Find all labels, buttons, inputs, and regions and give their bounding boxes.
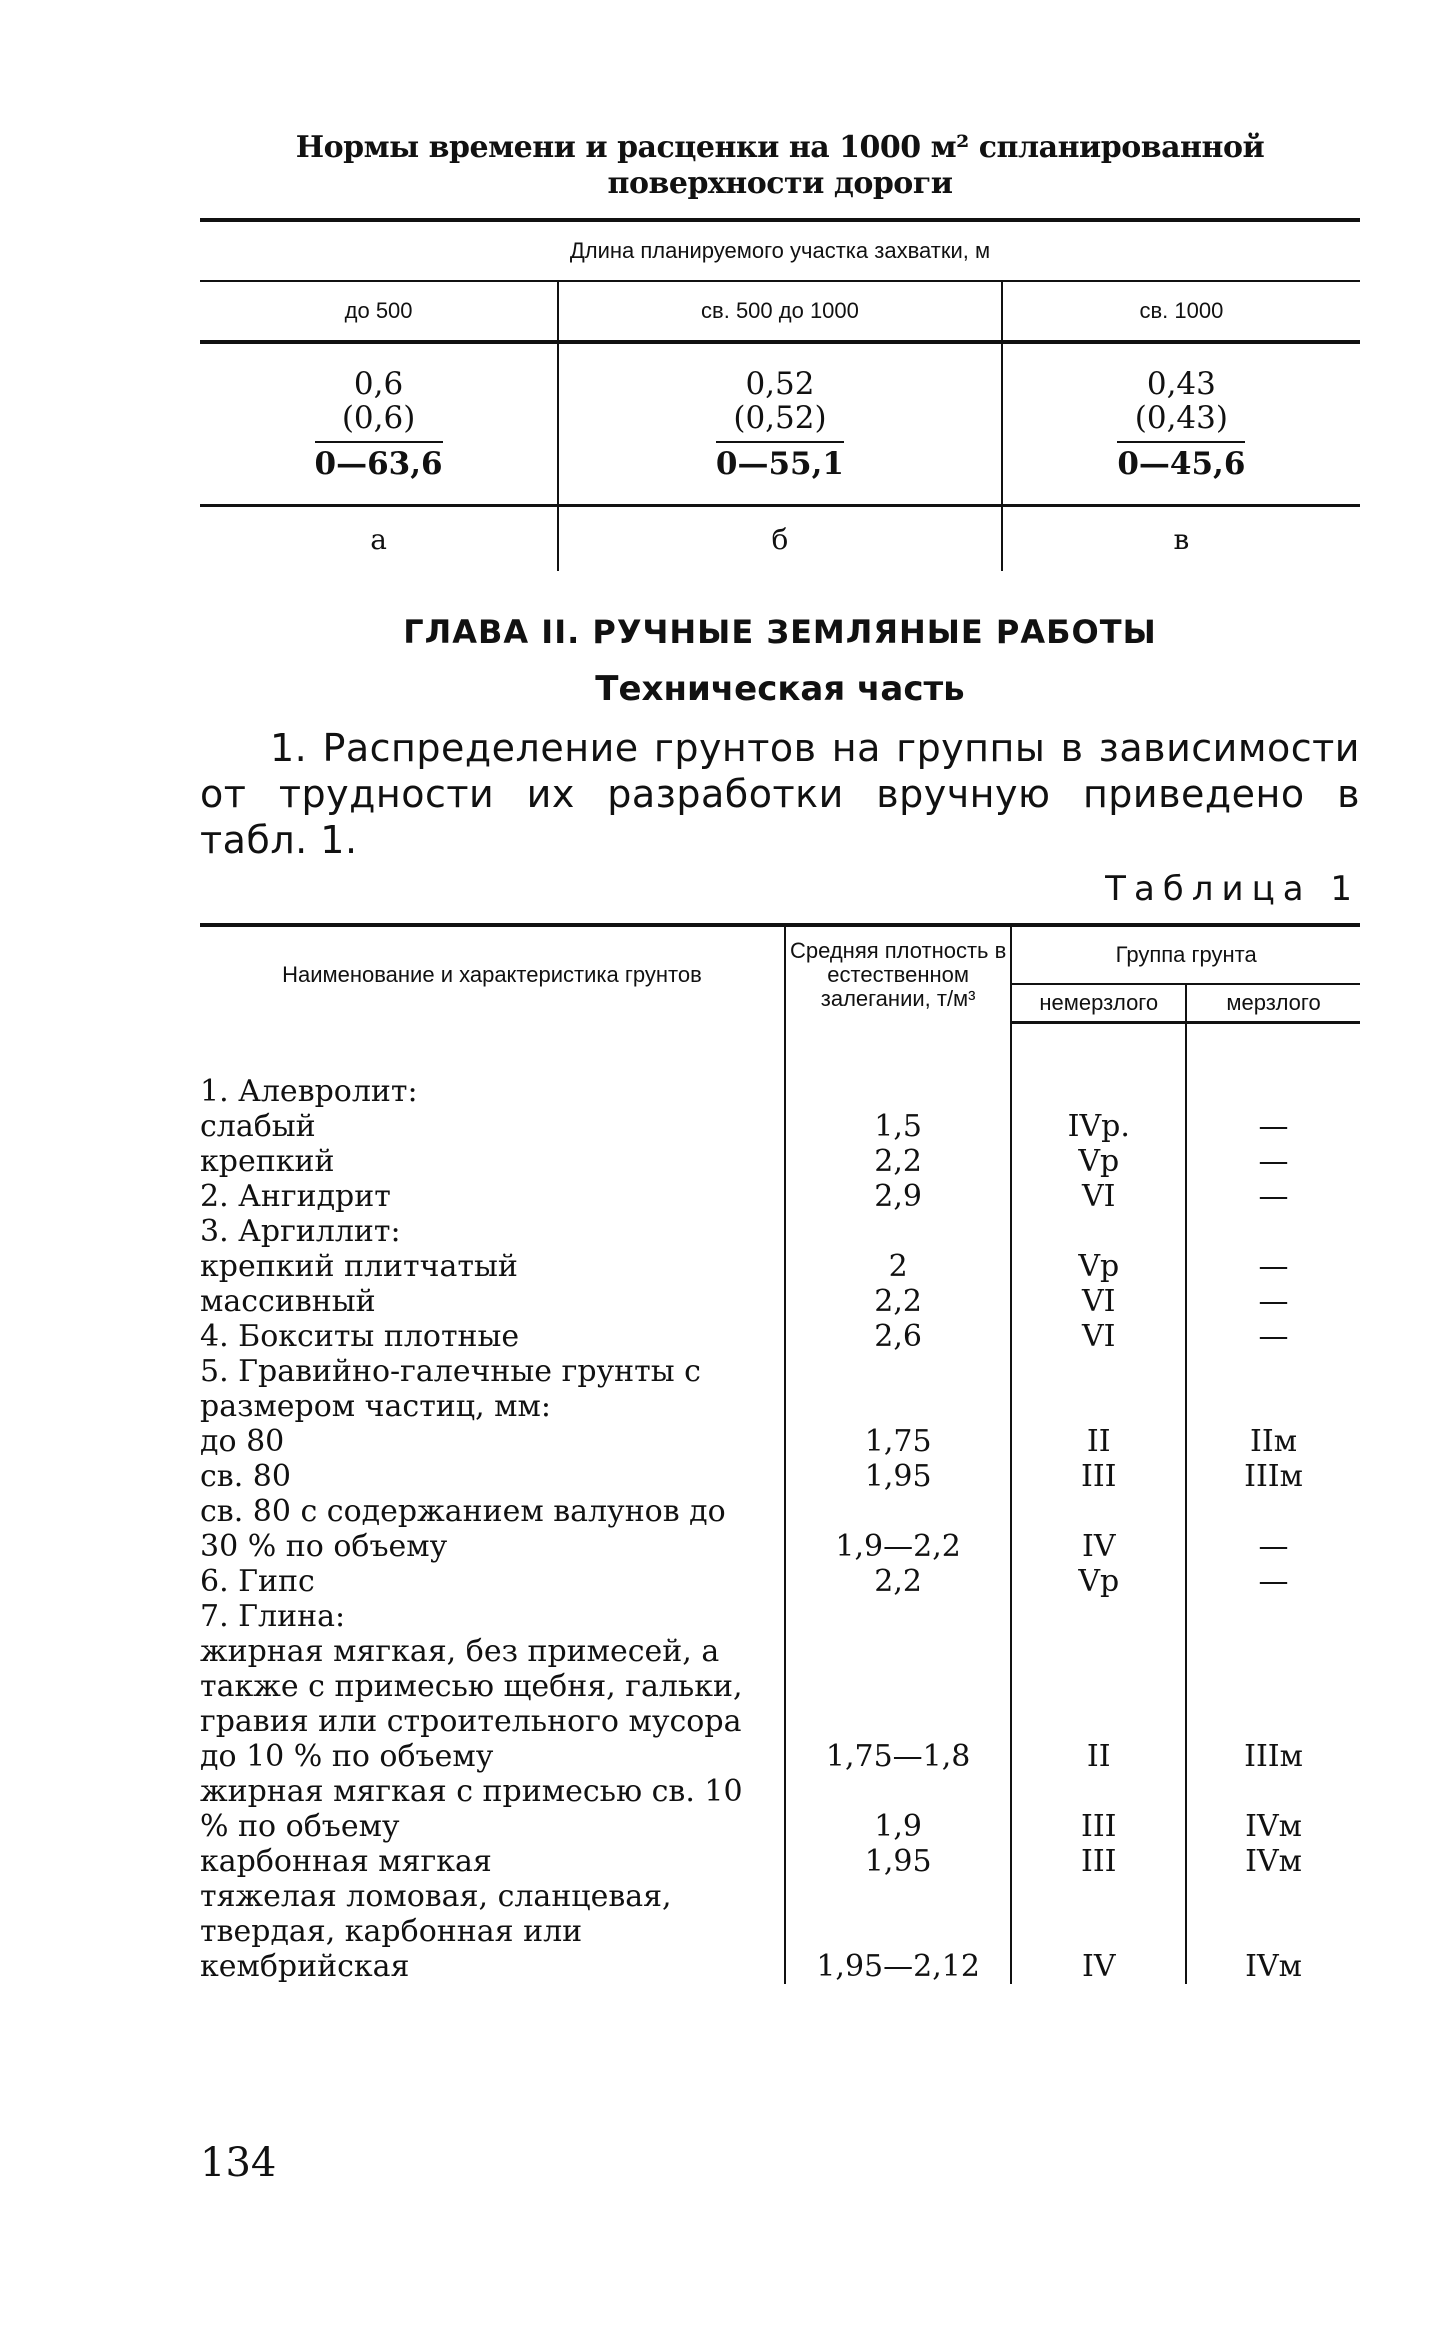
table-row [200, 1074, 1360, 1109]
soil-density: 1,95 [785, 1459, 1012, 1494]
soil-name: 6. Гипс [200, 1564, 785, 1599]
norms-time-paren: (0,52) [733, 400, 827, 436]
soil-group-frozen: — [1258, 1144, 1289, 1179]
soil-density: 1,95—2,12 [785, 1879, 1012, 1984]
soil-density [785, 1074, 1012, 1109]
norms-col-label: св. 1000 [1002, 281, 1360, 342]
soil-group-frozen: — [1258, 1564, 1289, 1599]
soil-density: 2,2 [785, 1284, 1012, 1319]
table-row [200, 1564, 1360, 1599]
soil-group-unfrozen: IV [1011, 1494, 1186, 1564]
soil-group-unfrozen: II [1011, 1634, 1186, 1774]
soil-group-frozen: IVм [1245, 1949, 1302, 1984]
soil-group-unfrozen: VI [1011, 1284, 1186, 1319]
norms-rate: 0—55,1 [716, 441, 844, 481]
soil-group-frozen: IIIм [1244, 1739, 1303, 1774]
norms-value-cell [558, 342, 1002, 506]
soil-group-frozen: — [1258, 1179, 1289, 1214]
norms-time: 0,6 [353, 366, 404, 402]
soil-group-unfrozen [1011, 1599, 1186, 1634]
soil-group-frozen: IIм [1250, 1424, 1298, 1459]
soil-density: 2,6 [785, 1319, 1012, 1354]
col-header-frozen: мерзлого [1186, 984, 1360, 1023]
table-row [200, 1844, 1360, 1879]
soil-group-unfrozen: VI [1011, 1179, 1186, 1214]
soil-group-frozen: — [1258, 1249, 1289, 1284]
soil-density: 1,95 [785, 1844, 1012, 1879]
norms-table [200, 218, 1360, 571]
soil-name: 4. Бокситы плотные [200, 1319, 785, 1354]
table-row [200, 1319, 1360, 1354]
soil-group-unfrozen [1011, 1214, 1186, 1249]
chapter-title: ГЛАВА II. РУЧНЫЕ ЗЕМЛЯНЫЕ РАБОТЫ [403, 613, 1157, 651]
table-row [200, 1634, 1360, 1774]
table-row [200, 1424, 1360, 1459]
table-caption: Таблица 1 [1105, 869, 1360, 909]
soil-group-frozen: IVм [1245, 1809, 1302, 1844]
soil-name: жирная мягкая с примесью св. 10 % по объему [200, 1774, 785, 1844]
table-row [200, 1879, 1360, 1984]
soil-group-unfrozen [1011, 1354, 1186, 1424]
soil-name: крепкий [200, 1144, 785, 1179]
table-row [200, 1599, 1360, 1634]
soil-density [785, 1599, 1012, 1634]
soil-group-frozen [1186, 1214, 1360, 1249]
soil-group-unfrozen [1011, 1074, 1186, 1109]
table-row [200, 1109, 1360, 1144]
soil-name: 2. Ангидрит [200, 1179, 785, 1214]
table-row [200, 1494, 1360, 1564]
soil-group-unfrozen: IVр. [1011, 1109, 1186, 1144]
soil-group-frozen [1186, 1599, 1360, 1634]
soil-group-unfrozen: Vр [1011, 1144, 1186, 1179]
norms-time-paren: (0,6) [341, 400, 416, 436]
page-number: 134 [200, 2140, 277, 2186]
soil-group-frozen [1186, 1354, 1360, 1424]
soil-group-frozen: — [1258, 1109, 1289, 1144]
soil-density: 2,9 [785, 1179, 1012, 1214]
norms-letter: в [1173, 522, 1190, 556]
soil-group-frozen: — [1258, 1529, 1289, 1564]
table-row [200, 1144, 1360, 1179]
soil-density [785, 1354, 1012, 1424]
table-row [200, 1284, 1360, 1319]
table-row [200, 1249, 1360, 1284]
table-row [200, 1214, 1360, 1249]
soil-density: 2 [785, 1249, 1012, 1284]
norms-time-paren: (0,43) [1134, 400, 1228, 436]
norms-value-cell [200, 342, 558, 506]
norms-title: Нормы времени и расценки на 1000 м² спланированной поверхности дороги [295, 130, 1265, 201]
page [200, 130, 1360, 1984]
soil-group-frozen: — [1258, 1319, 1289, 1354]
soil-group-unfrozen: III [1011, 1844, 1186, 1879]
norms-header: Длина планируемого участка захватки, м [200, 220, 1360, 281]
table-row [200, 1459, 1360, 1494]
col-header-name: Наименование и характеристика грунтов [200, 925, 785, 1023]
soil-groups-table [200, 923, 1360, 1984]
soil-name: до 80 [200, 1424, 785, 1459]
soil-name: 1. Алевролит: [200, 1074, 785, 1109]
norms-rate: 0—63,6 [315, 441, 443, 481]
soil-group-unfrozen: Vр [1011, 1249, 1186, 1284]
norms-letter: а [200, 506, 558, 572]
soil-name: 3. Аргиллит: [200, 1214, 785, 1249]
soil-group-frozen: — [1258, 1284, 1289, 1319]
section-title: Техническая часть [595, 669, 965, 709]
soil-density: 1,75—1,8 [785, 1634, 1012, 1774]
soil-density: 2,2 [785, 1144, 1012, 1179]
soil-name: крепкий плитчатый [200, 1249, 785, 1284]
soil-group-frozen [1186, 1074, 1360, 1109]
norms-letter: б [558, 506, 1002, 572]
soil-density [785, 1214, 1012, 1249]
soil-group-unfrozen: III [1011, 1774, 1186, 1844]
soil-density: 1,75 [785, 1424, 1012, 1459]
soil-name: св. 80 [200, 1459, 785, 1494]
soil-density: 1,9—2,2 [785, 1494, 1012, 1564]
soil-group-unfrozen: VI [1011, 1319, 1186, 1354]
soil-name: слабый [200, 1109, 785, 1144]
soil-density: 1,9 [785, 1774, 1012, 1844]
soil-group-unfrozen: III [1011, 1459, 1186, 1494]
soil-name: массивный [200, 1284, 785, 1319]
col-header-group: Группа грунта [1011, 925, 1360, 984]
soil-name: св. 80 с содержанием валунов до 30 % по объему [200, 1494, 785, 1564]
table-row [200, 1354, 1360, 1424]
norms-time: 0,43 [1146, 366, 1216, 402]
table-row [200, 1179, 1360, 1214]
body-paragraph: 1. Распределение грунтов на группы в зависимости от трудности их разработки вручную приведено в табл. 1. [200, 726, 1360, 862]
soil-name: 7. Глина: [200, 1599, 785, 1634]
soil-group-unfrozen: IV [1011, 1879, 1186, 1984]
norms-time: 0,52 [745, 366, 815, 402]
soil-name: карбонная мягкая [200, 1844, 785, 1879]
soil-name: жирная мягкая, без примесей, а также с примесью щебня, гальки, гравия или строительного мусора до 10 % по объему [200, 1634, 785, 1774]
soil-name: тяжелая ломовая, сланцевая, твердая, карбонная или кембрийская [200, 1879, 785, 1984]
soil-group-unfrozen: II [1011, 1424, 1186, 1459]
soil-name: 5. Гравийно-галечные грунты с размером частиц, мм: [200, 1354, 785, 1424]
table-row [200, 1774, 1360, 1844]
soil-group-unfrozen: Vр [1011, 1564, 1186, 1599]
col-header-density: Средняя плотность в естественном залегании, т/м³ [785, 925, 1012, 1023]
soil-group-frozen: IIIм [1244, 1459, 1303, 1494]
norms-rate: 0—45,6 [1117, 441, 1245, 481]
norms-col-label: до 500 [200, 281, 558, 342]
soil-group-frozen: IVм [1245, 1844, 1302, 1879]
col-header-unfrozen: немерзлого [1011, 984, 1186, 1023]
soil-density: 2,2 [785, 1564, 1012, 1599]
soil-density: 1,5 [785, 1109, 1012, 1144]
norms-col-label: св. 500 до 1000 [558, 281, 1002, 342]
norms-value-cell [1002, 342, 1360, 506]
